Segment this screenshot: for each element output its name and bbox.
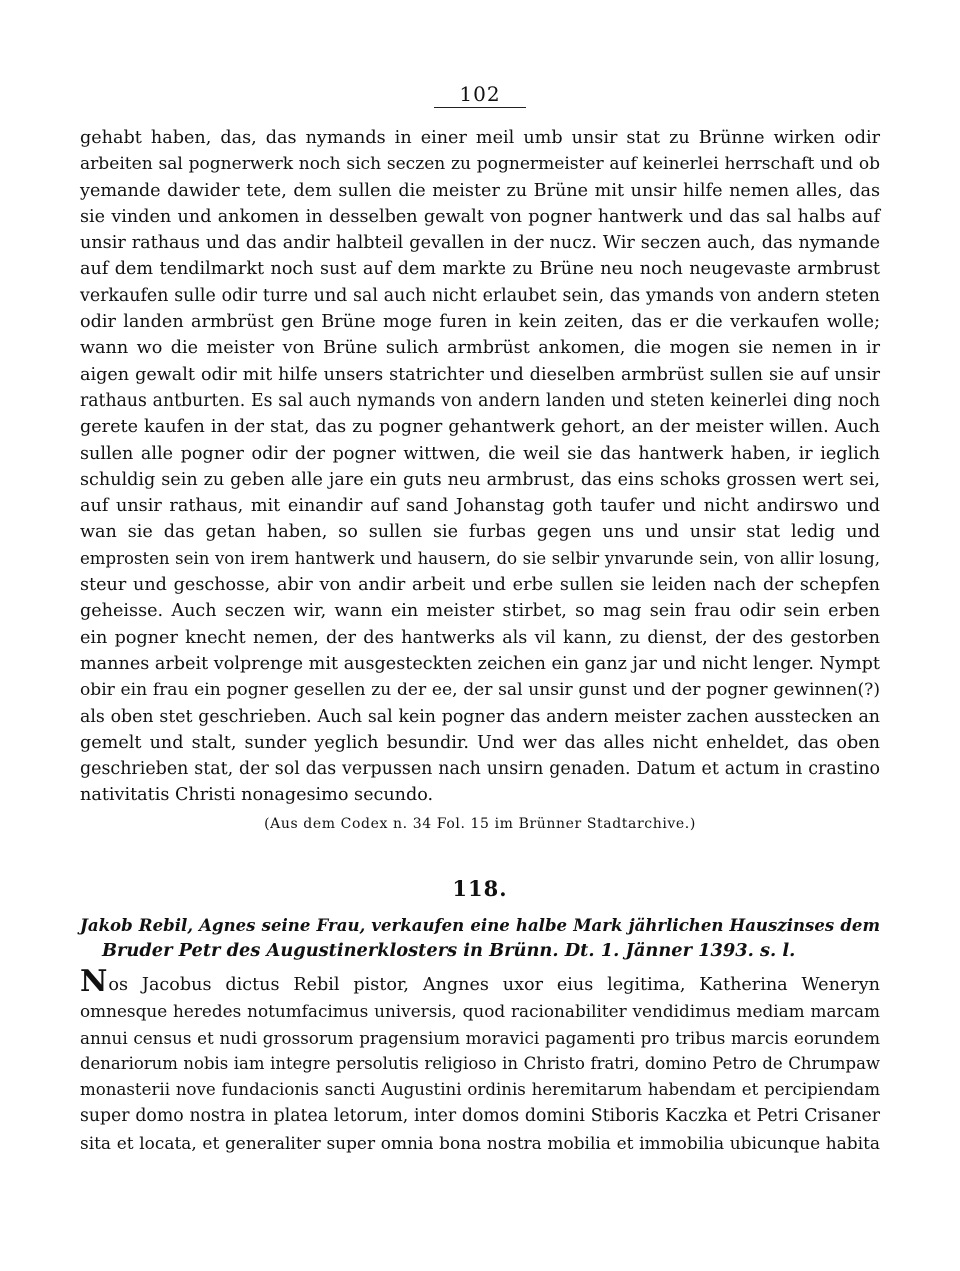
text-line: auf dem tendilmarkt noch sust auf dem markte zu Brüne neu noch neugevaste armbrust	[80, 259, 880, 280]
text-line: gerete kaufen in der stat, das zu pogner gehantwerk gehort, an der meister willen. Auch	[80, 417, 880, 438]
text-line: steur und geschosse, abir von andir arbeit und erbe sullen sie leiden nach der schepfen	[80, 575, 880, 596]
text-line: schuldig sein zu geben alle jare ein guts neu armbrust, das eins schoks grossen wert sei,	[80, 469, 880, 490]
heading-line: Jakob Rebil, Agnes seine Frau, verkaufen eine halbe Mark jährlichen Hauszinses dem	[80, 915, 880, 935]
page-number: 102	[459, 82, 501, 106]
text-line: gemelt und stalt, sunder yeglich besundir. Und wer das alles nicht enheldet, das oben	[80, 732, 880, 753]
text-line: wann wo die meister von Brüne sulich armbrüst ankomen, die mogen sie nemen in ir	[80, 338, 880, 359]
source-note: (Aus dem Codex n. 34 Fol. 15 im Brünner Stadtarchive.)	[264, 816, 696, 832]
text-line: obir ein frau ein pogner gesellen zu der ee, der sal unsir gunst und der pogner gewinnen(?)	[80, 680, 880, 701]
text-line: denariorum nobis iam integre persolutis religioso in Christo fratri, domino Petro de Chrumpaw	[80, 1053, 880, 1073]
text-line-first	[80, 964, 880, 999]
text-line: monasterii nove fundacionis sancti Augustini ordinis heremitarum habendam et percipiendam	[80, 1080, 880, 1100]
text-line: unsir rathaus und das andir halbteil gevallen in der nucz. Wir seczen auch, das nymande	[80, 233, 880, 254]
text-line: verkaufen sulle odir turre und sal auch nicht erlaubet sein, das ymands von andern steten	[80, 285, 880, 306]
text-line: arbeiten sal pognerwerk noch sich seczen zu pognermeister auf keinerlei herrschaft und ob	[80, 154, 880, 175]
document-heading	[80, 912, 880, 964]
text-line: yemande dawider tete, dem sullen die meister zu Brüne mit unsir hilfe nemen alles, das	[80, 180, 880, 201]
initial-letter: N	[80, 964, 108, 999]
text-line: nativitatis Christi nonagesimo secundo.	[80, 785, 434, 806]
text-line: odir landen armbrüst gen Brüne moge furen in kein zeiten, das er die verkaufen wolle;	[80, 312, 880, 333]
text-line: auf unsir rathaus, mit einandir auf sand Johanstag goth taufer und nicht andirswo und	[80, 496, 880, 517]
text-line: ein pogner knecht nemen, der des hantwerks als vil kann, zu dienst, der des gestorben	[80, 627, 880, 648]
text-line: omnesque heredes notumfacimus universis, quod racionabiliter vendidimus mediam marcam	[80, 1001, 880, 1022]
text-line: sie vinden und ankomen in desselben gewalt von pogner hantwerk und das sal halbs auf	[80, 206, 880, 227]
text-line: rathaus antburten. Es sal auch nymands von andern landen und steten keinerlei ding noch	[80, 390, 880, 411]
paragraph-top	[80, 125, 880, 809]
text-line: aigen gewalt odir mit hilfe unsers statrichter und dieselben armbrüst sullen sie auf unsir	[80, 364, 880, 385]
heading-line: Bruder Petr des Augustinerklosters in Brünn. Dt. 1. Jänner 1393. s. l.	[102, 940, 796, 961]
text-line: annui census et nudi grossorum pragensium moravici pagamenti pro tribus marcis eorundem	[80, 1027, 880, 1048]
text-line: super domo nostra in platea letorum, inter domos domini Stiboris Kaczka et Petri Crisaner	[80, 1106, 880, 1127]
text-line: geheisse. Auch seczen wir, wann ein meister stirbet, so mag sein frau odir sein erben	[80, 601, 880, 622]
text-line: sita et locata, et generaliter super omnia bona nostra mobilia et immobilia ubicunque habita	[80, 1132, 880, 1153]
text-line: mannes arbeit volprenge mit ausgesteckten zeichen ein ganz jar und nicht lenger. Nympt	[80, 653, 880, 674]
text-line: emprosten sein von irem hantwerk und hausern, do sie selbir ynvarunde sein, von allir losung,	[80, 548, 880, 568]
text-line: gehabt haben, das, das nymands in einer meil umb unsir stat zu Brünne wirken odir	[80, 128, 880, 148]
first-line-rest: os Jacobus dictus Rebil pistor, Angnes uxor eius legitima, Katherina Weneryn	[108, 975, 880, 995]
page-number-rule	[434, 107, 526, 108]
paragraph-bottom	[80, 964, 880, 1156]
text-line: geschrieben stat, der sol das verpussen nach unsirn genaden. Datum et actum in crastino	[80, 759, 880, 780]
text-line: sullen alle pogner odir der pogner wittwen, die weil sie das hantwerk haben, ir ieglich	[80, 443, 880, 464]
text-line: als oben stet geschrieben. Auch sal kein pogner das andern meister zachen ausstecken an	[80, 706, 880, 727]
document-number: 118.	[452, 876, 508, 901]
text-line: wan sie das getan haben, so sullen sie furbas gegen uns und unsir stat ledig und	[80, 522, 880, 543]
